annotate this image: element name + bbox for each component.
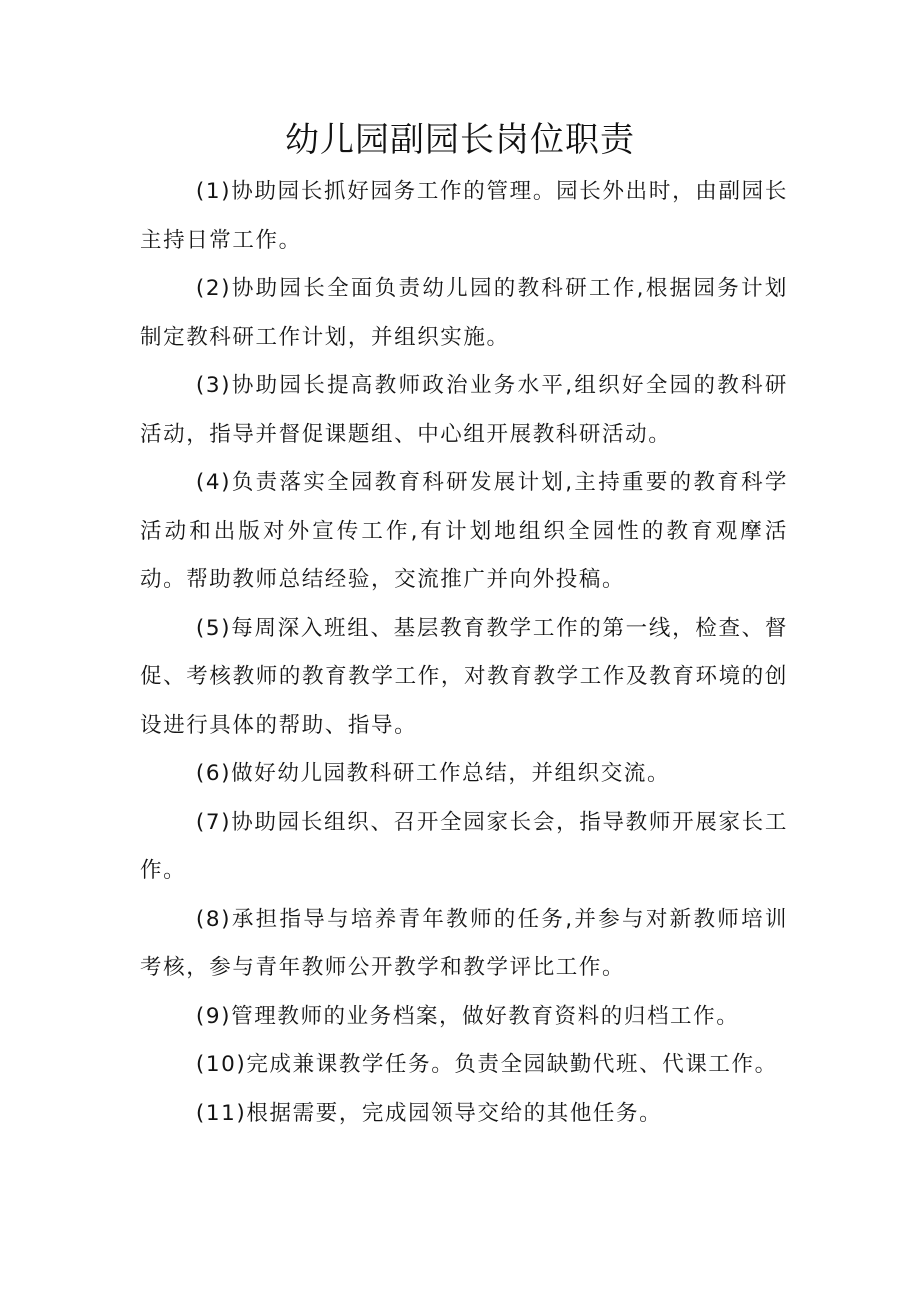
duty-item-7: (7)协助园长组织、召开全园家长会，指导教师开展家长工作。 bbox=[140, 809, 788, 883]
duty-item-8: (8)承担指导与培养青年教师的任务,并参与对新教师培训考核，参与青年教师公开教学和教学评比工作。 bbox=[140, 906, 788, 980]
duty-item-5: (5)每周深入班组、基层教育教学工作的第一线，检查、督促、考核教师的教育教学工作，对教育教学工作及教育环境的创设进行具体的帮助、指导。 bbox=[140, 615, 788, 738]
duty-item-3: (3)协助园长提高教师政治业务水平,组织好全园的教科研活动，指导并督促课题组、中心组开展教科研活动。 bbox=[140, 373, 788, 447]
duty-item-11: (11)根据需要，完成园领导交给的其他任务。 bbox=[195, 1100, 663, 1126]
duty-item-1: (1)协助园长抓好园务工作的管理。园长外出时，由副园长主持日常工作。 bbox=[140, 179, 788, 253]
duty-item-4: (4)负责落实全园教育科研发展计划,主持重要的教育科学活动和出版对外宣传工作,有计划地组织全园性的教育观摩活动。帮助教师总结经验，交流推广并向外投稿。 bbox=[140, 470, 788, 592]
duty-item-2: (2)协助园长全面负责幼儿园的教科研工作,根据园务计划制定教科研工作计划，并组织实施。 bbox=[140, 276, 788, 350]
duty-item-10: (10)完成兼课教学任务。负责全园缺勤代班、代课工作。 bbox=[195, 1052, 778, 1077]
document-body bbox=[140, 168, 788, 1138]
duty-item-6: (6)做好幼儿园教科研工作总结，并组织交流。 bbox=[195, 761, 671, 786]
duty-item-9: (9)管理教师的业务档案，做好教育资料的归档工作。 bbox=[195, 1003, 740, 1029]
page-title: 幼儿园副园长岗位职责 bbox=[285, 120, 635, 160]
